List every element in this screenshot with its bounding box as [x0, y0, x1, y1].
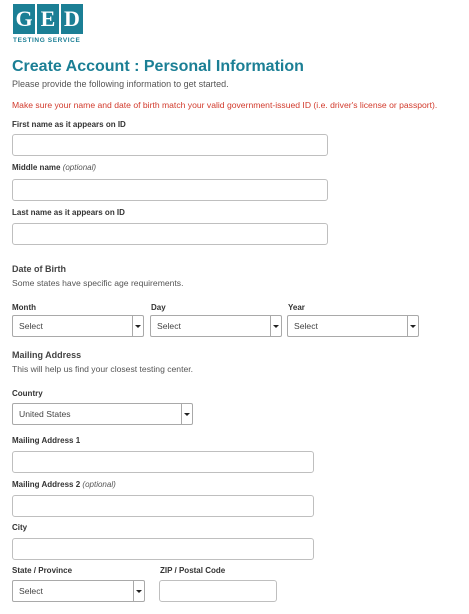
day-select[interactable]	[150, 315, 282, 337]
country-label: Country	[12, 389, 43, 398]
city-label: City	[12, 523, 28, 532]
address1-label: Mailing Address 1	[12, 436, 81, 445]
last-name-input[interactable]	[12, 223, 328, 245]
mailing-help: This will help us find your closest testing center.	[12, 364, 194, 374]
middle-name-optional: (optional)	[62, 163, 97, 172]
logo-letter-d: D	[61, 4, 83, 34]
country-select[interactable]	[12, 403, 193, 425]
dob-help: Some states have specific age requirements.	[12, 278, 184, 288]
middle-name-label	[12, 163, 96, 172]
address2-input[interactable]	[12, 495, 314, 517]
chevron-down-icon	[132, 316, 143, 336]
dob-heading: Date of Birth	[12, 264, 66, 274]
year-select-value: Select	[294, 321, 318, 331]
id-warning: Make sure your name and date of birth match your valid government-issued ID (i.e. driver's license or passport).	[12, 100, 438, 110]
day-label: Day	[151, 303, 166, 312]
day-select-value: Select	[157, 321, 181, 331]
address2-label-text: Mailing Address 2	[12, 480, 81, 489]
page-title: Create Account : Personal Information	[12, 58, 304, 75]
ged-logo	[13, 4, 89, 48]
logo-letter-e: E	[37, 4, 59, 34]
chevron-down-icon	[133, 581, 144, 601]
logo-subtitle: TESTING SERVICE	[13, 37, 81, 44]
chevron-down-icon	[270, 316, 281, 336]
year-label: Year	[288, 303, 305, 312]
zip-label: ZIP / Postal Code	[160, 566, 226, 575]
chevron-down-icon	[181, 404, 192, 424]
address2-label	[12, 480, 116, 489]
city-input[interactable]	[12, 538, 314, 560]
address1-input[interactable]	[12, 451, 314, 473]
zip-input[interactable]	[159, 580, 277, 602]
state-select[interactable]	[12, 580, 145, 602]
month-label: Month	[12, 303, 36, 312]
first-name-input[interactable]	[12, 134, 328, 156]
state-label: State / Province	[12, 566, 73, 575]
last-name-label: Last name as it appears on ID	[12, 208, 125, 217]
year-select[interactable]	[287, 315, 419, 337]
logo-letter-g: G	[13, 4, 35, 34]
middle-name-input[interactable]	[12, 179, 328, 201]
country-select-value: United States	[19, 409, 71, 419]
mailing-heading: Mailing Address	[12, 350, 82, 360]
address2-optional: (optional)	[82, 480, 116, 489]
middle-name-label-text: Middle name	[12, 163, 61, 172]
first-name-label: First name as it appears on ID	[12, 120, 126, 129]
chevron-down-icon	[407, 316, 418, 336]
month-select[interactable]	[12, 315, 144, 337]
page-subtitle: Please provide the following information to get started.	[12, 79, 229, 89]
month-select-value: Select	[19, 321, 43, 331]
state-select-value: Select	[19, 586, 43, 596]
